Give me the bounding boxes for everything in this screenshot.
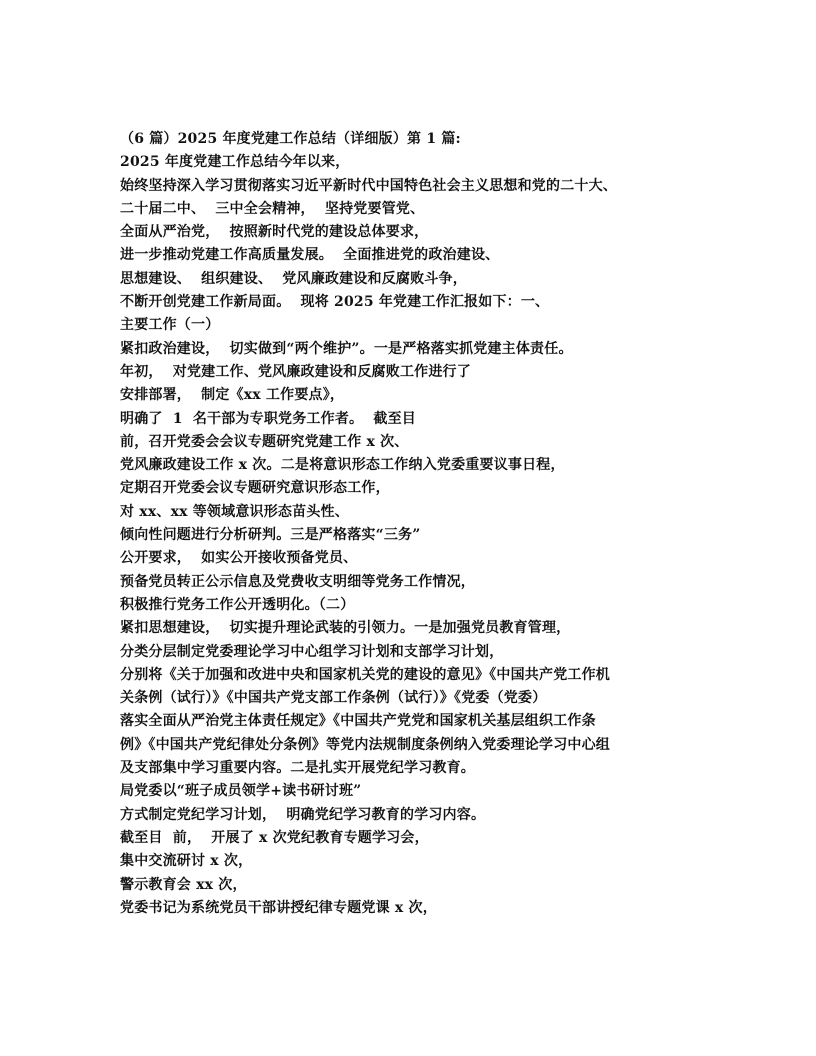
- text-line: 年初， 对党建工作、党风廉政建设和反腐败工作进行了: [120, 363, 471, 380]
- text-line: 不断开创党建工作新局面。 现将 2025 年党建工作汇报如下：一、: [120, 294, 550, 311]
- document-body: [120, 128, 700, 920]
- text-line: 明确了 1 名干部为专职党务工作者。 截至目: [120, 410, 416, 427]
- text-line: 紧扣思想建设， 切实提升理论武装的引领力。一是加强党员教育管理，: [120, 620, 571, 637]
- text-line: 分别将《关于加强和改进中央和国家机关党的建设的意见》《中国共产党工作机: [120, 666, 610, 683]
- text-line: 截至目 前， 开展了 x 次党纪教育专题学习会，: [120, 829, 429, 846]
- text-line: 预备党员转正公示信息及党费收支明细等党务工作情况，: [120, 573, 475, 590]
- text-line: 倾向性问题进行分析研判。三是严格落实“三务”: [120, 527, 421, 544]
- text-line: 始终坚持深入学习贯彻落实习近平新时代中国特色社会主义思想和党的二十大、: [120, 177, 617, 194]
- text-line: 分类分层制定党委理论学习中心组学习计划和支部学习计划，: [120, 643, 504, 660]
- text-line: 全面从严治党， 按照新时代党的建设总体要求，: [120, 224, 429, 241]
- text-line: 公开要求， 如实公开接收预备党员、: [120, 550, 358, 567]
- text-line: 2025 年度党建工作总结今年以来，: [120, 154, 350, 171]
- text-line: 对 xx、xx 等领域意识形态苗头性、: [120, 503, 349, 520]
- text-line: 前，召开党委会会议专题研究党建工作 x 次、: [120, 433, 409, 450]
- text-line: 进一步推动党建工作高质量发展。 全面推进党的政治建设、: [120, 247, 500, 264]
- text-line: 定期召开党委会议专题研究意识形态工作，: [120, 480, 390, 497]
- text-line: 党风廉政建设工作 x 次。二是将意识形态工作纳入党委重要议事日程，: [120, 457, 565, 474]
- text-line: 二十届二中、 三中全会精神， 坚持党要管党、: [120, 200, 425, 217]
- text-line: 局党委以“班子成员领学+读书研讨班”: [120, 783, 362, 800]
- text-line: 落实全面从严治党主体责任规定》《中国共产党党和国家机关基层组织工作条: [120, 713, 596, 730]
- text-line: 方式制定党纪学习计划， 明确党纪学习教育的学习内容。: [120, 806, 486, 823]
- text-line: 党委书记为系统党员干部讲授纪律专题党课 x 次，: [120, 899, 437, 916]
- text-line: 思想建设、 组织建设、 党风廉政建设和反腐败斗争，: [120, 270, 467, 287]
- text-line: 警示教育会 xx 次，: [120, 876, 247, 893]
- document-title-line: （6 篇）2025 年度党建工作总结（详细版）第 1 篇:: [120, 131, 461, 147]
- text-line: 安排部署， 制定《xx 工作要点》，: [120, 387, 345, 404]
- text-line: 关条例（试行）》《中国共产党支部工作条例（试行）》《党委（党委）: [120, 690, 547, 707]
- text-line: 例》《中国共产党纪律处分条例》等党内法规制度条例纳入党委理论学习中心组: [120, 736, 610, 753]
- text-line: 紧扣政治建设， 切实做到“两个维护”。一是严格落实抓党建主体责任。: [120, 340, 573, 357]
- text-line: 主要工作（一）: [120, 317, 220, 334]
- text-line: 集中交流研讨 x 次，: [120, 853, 253, 870]
- text-line: 及支部集中学习重要内容。二是扎实开展党纪学习教育。: [120, 760, 475, 777]
- text-line: 积极推行党务工作公开透明化。（二）: [120, 596, 355, 613]
